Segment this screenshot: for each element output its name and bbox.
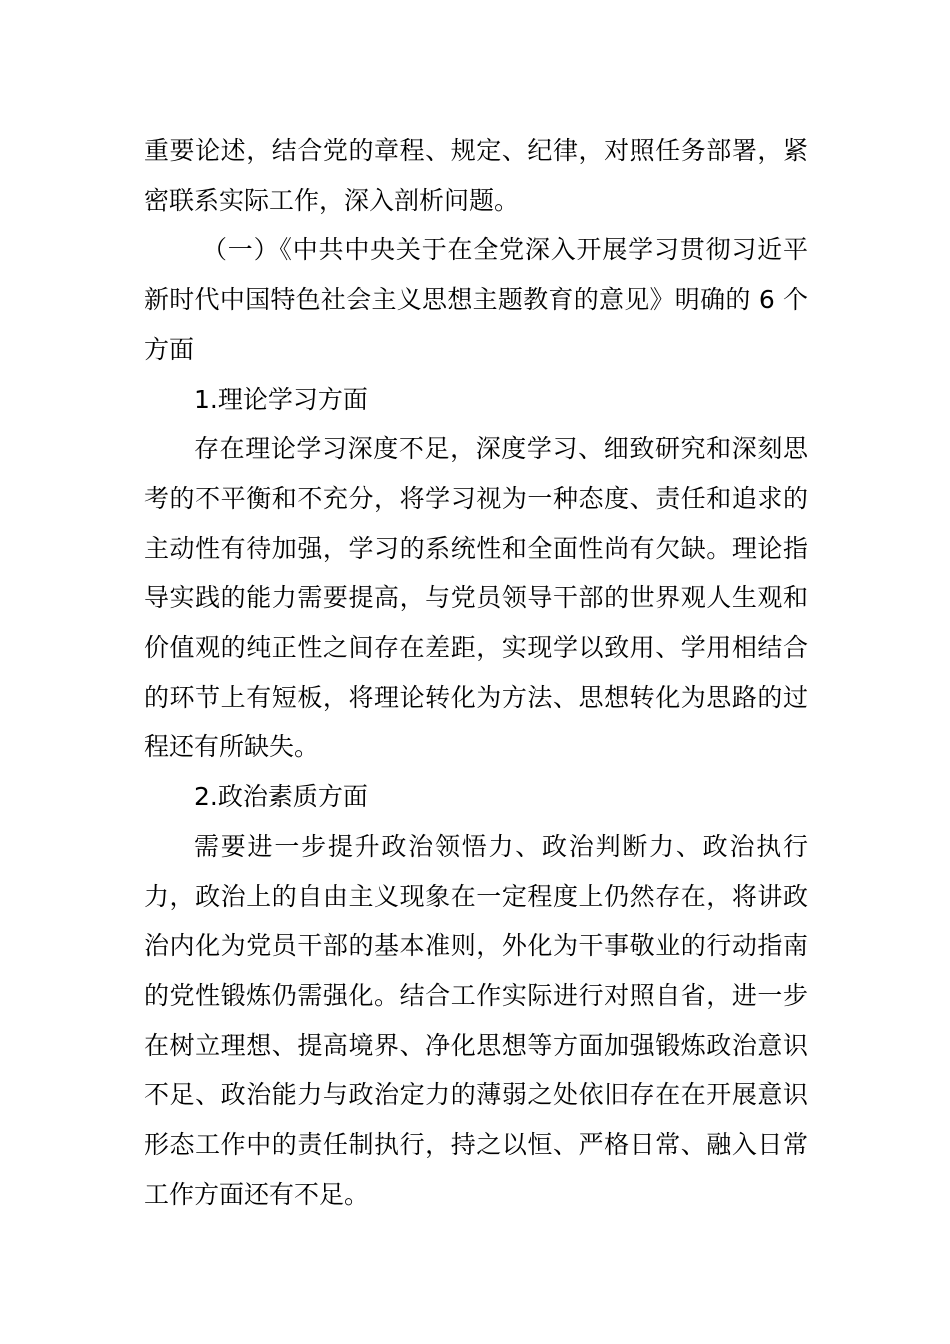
subheading-political-quality: 2.政治素质方面 [194,782,368,812]
continuation-paragraph: 重要论述，结合党的章程、规定、纪律，对照任务部署，紧密联系实际工作，深入剖析问题。 [144,136,808,215]
subheading-theory-study: 1.理论学习方面 [194,384,368,414]
body-paragraph-theory-study: 存在理论学习深度不足，深度学习、细致研究和深刻思考的不平衡和不充分，将学习视为一种态度、责任和追求的主动性有待加强，学习的系统性和全面性尚有欠缺。理论指导实践的能力需要提高，与党员领导干部的世界观人生观和价值观的纯正性之间存在差距，实现学以致用、学用相结合的环节上有短板，将理论转化为方法、思想转化为思路的过程还有所缺失。 [144,434,808,762]
document-page [144,126,808,1219]
section-heading: （一）《中共中央关于在全党深入开展学习贯彻习近平新时代中国特色社会主义思想主题教育的意见》明确的 6 个方面 [144,235,808,364]
body-paragraph-political-quality: 需要进一步提升政治领悟力、政治判断力、政治执行力，政治上的自由主义现象在一定程度上仍然存在，将讲政治内化为党员干部的基本准则，外化为干事敬业的行动指南的党性锻炼仍需强化。结合工作实际进行对照自省，进一步在树立理想、提高境界、净化思想等方面加强锻炼政治意识不足、政治能力与政治定力的薄弱之处依旧存在在开展意识形态工作中的责任制执行，持之以恒、严格日常、融入日常工作方面还有不足。 [144,831,808,1209]
